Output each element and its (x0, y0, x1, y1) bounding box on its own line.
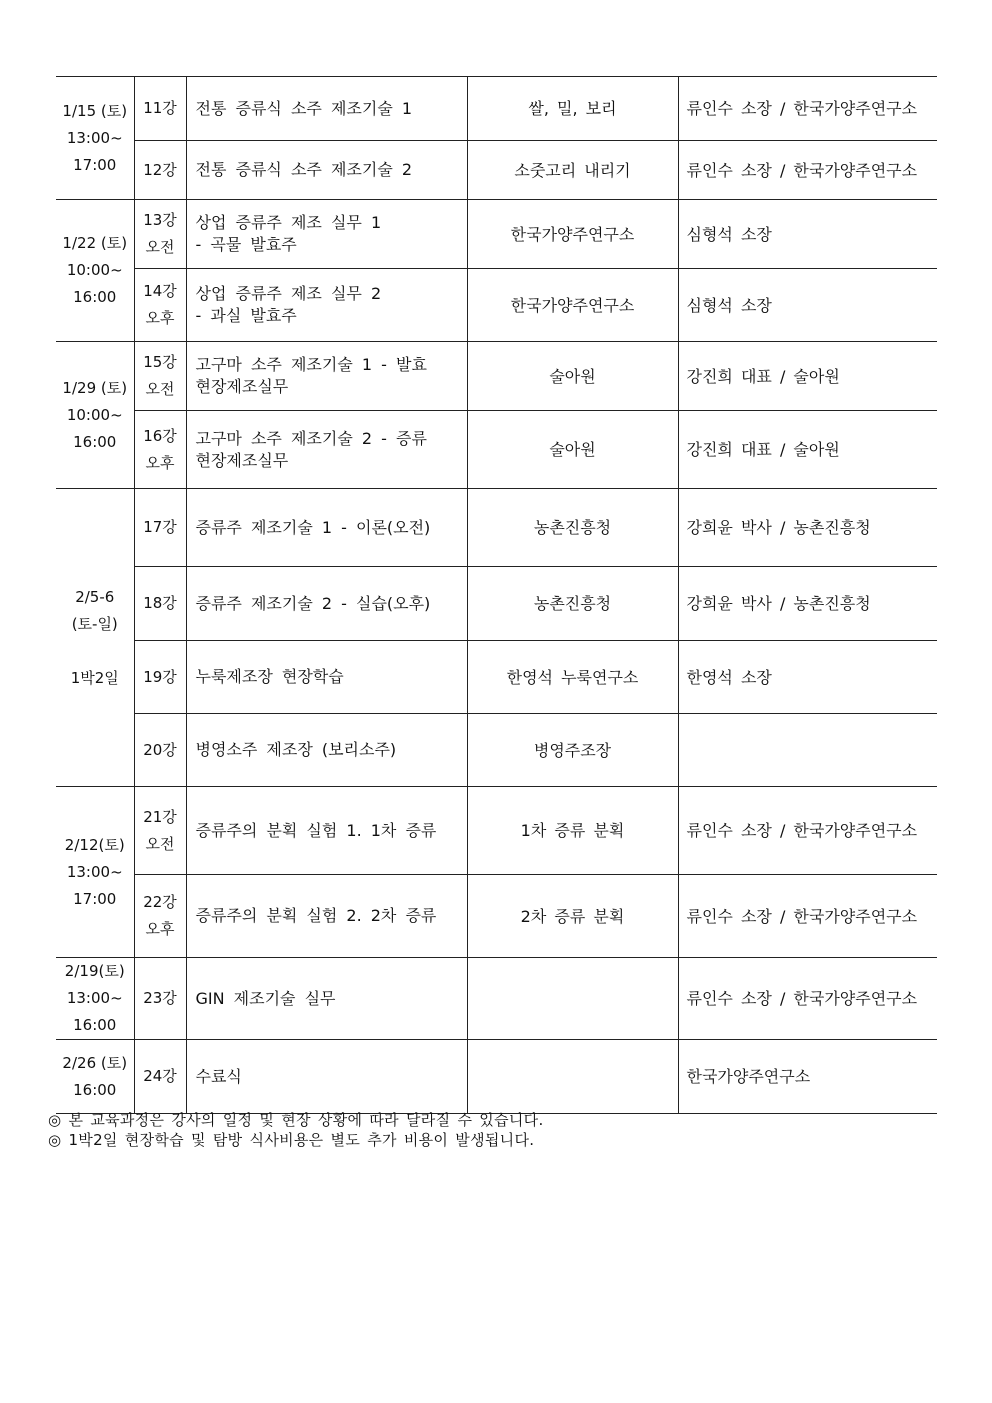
lecture-instructor: 강진희 대표 / 술아원 (678, 411, 937, 489)
session-date (56, 489, 134, 787)
lecture-location (467, 958, 678, 1040)
session-date (56, 342, 134, 489)
schedule-row (56, 77, 937, 141)
session-date-line: 13:00~ (66, 989, 123, 1007)
schedule-row (56, 714, 937, 787)
schedule-row (56, 489, 937, 567)
session-date (56, 958, 134, 1040)
lecture-number-line: 11강 (143, 99, 177, 117)
schedule-row (56, 958, 937, 1040)
lecture-location: 농촌진흥청 (467, 489, 678, 567)
session-date-line: 13:00~ (66, 128, 123, 147)
session-date-line: 17:00 (73, 889, 117, 908)
lecture-title (186, 269, 467, 342)
lecture-location: 쌀, 밀, 보리 (467, 77, 678, 141)
lecture-number (134, 269, 186, 342)
lecture-number (134, 641, 186, 714)
session-date-line: 1/22 (토) (62, 234, 128, 252)
schedule-row (56, 875, 937, 958)
session-date (56, 77, 134, 200)
lecture-title-line: 전통 증류식 소주 제조기술 1 (195, 98, 413, 118)
session-date-line: 2/26 (토) (62, 1053, 128, 1072)
lecture-number-line: 오전 (145, 380, 175, 398)
lecture-number (134, 77, 186, 141)
schedule-body (56, 77, 937, 1114)
lecture-number-line: 오후 (145, 453, 175, 472)
lecture-location: 한국가양주연구소 (467, 269, 678, 342)
lecture-instructor: 류인수 소장 / 한국가양주연구소 (678, 875, 937, 958)
lecture-title (186, 787, 467, 875)
lecture-title-line: 증류주의 분획 실험 2. 2차 증류 (195, 906, 437, 925)
notes (48, 1110, 544, 1150)
session-date-line: 16:00 (73, 1016, 117, 1034)
lecture-title-line: 병영소주 제조장 (보리소주) (195, 740, 397, 759)
lecture-location: 농촌진흥청 (467, 567, 678, 641)
lecture-instructor: 강희윤 박사 / 농촌진흥청 (678, 567, 937, 641)
session-date-line: 1/29 (토) (62, 378, 128, 397)
lecture-instructor: 심형석 소장 (678, 269, 937, 342)
session-date-line: 16:00 (73, 432, 117, 451)
lecture-title-line: 증류주 제조기술 2 - 실습(오후) (195, 593, 431, 613)
lecture-location (467, 1040, 678, 1114)
note-schedule-change: ◎ 본 교육과정은 강사의 일정 및 현장 상황에 따라 달라질 수 있습니다. (48, 1111, 544, 1129)
lecture-number-line: 17강 (143, 518, 177, 536)
session-date (56, 1040, 134, 1114)
lecture-instructor: 류인수 소장 / 한국가양주연구소 (678, 141, 937, 200)
lecture-instructor: 강진희 대표 / 술아원 (678, 342, 937, 411)
lecture-number-line: 오후 (145, 920, 175, 938)
lecture-title-line: 현장제조실무 (195, 377, 289, 396)
lecture-location: 술아원 (467, 411, 678, 489)
lecture-number-line: 20강 (143, 740, 177, 759)
lecture-number (134, 200, 186, 269)
lecture-title-line: 고구마 소주 제조기술 2 - 증류 (195, 428, 427, 448)
session-date-line: 17:00 (73, 155, 117, 174)
lecture-title (186, 714, 467, 787)
lecture-title (186, 411, 467, 489)
lecture-title-line: GIN 제조기술 실무 (195, 988, 336, 1008)
schedule-row (56, 342, 937, 411)
lecture-number-line: 13강 (143, 211, 177, 229)
session-date-line: 2/12(토) (64, 835, 125, 854)
lecture-number-line: 19강 (143, 667, 177, 686)
schedule-row (56, 141, 937, 200)
session-date-line: 16:00 (73, 288, 117, 306)
lecture-number-line: 24강 (143, 1067, 177, 1085)
lecture-title (186, 342, 467, 411)
lecture-title-line: 전통 증류식 소주 제조기술 2 (195, 160, 413, 179)
session-date-line: 10:00~ (66, 405, 123, 424)
schedule-row (56, 567, 937, 641)
session-date-line: 2/19(토) (64, 962, 125, 980)
lecture-location: 소줏고리 내리기 (467, 141, 678, 200)
lecture-title-line: 현장제조실무 (195, 450, 289, 470)
lecture-title (186, 567, 467, 641)
lecture-title-line: 상업 증류주 제조 실무 2 (195, 284, 382, 303)
lecture-instructor: 강희윤 박사 / 농촌진흥청 (678, 489, 937, 567)
lecture-title (186, 875, 467, 958)
lecture-title (186, 641, 467, 714)
session-date-line: 13:00~ (66, 862, 123, 881)
lecture-instructor (678, 714, 937, 787)
lecture-title-line: - 곡물 발효주 (195, 235, 297, 254)
lecture-number (134, 958, 186, 1040)
lecture-number-line: 22강 (143, 893, 177, 911)
schedule-row (56, 1040, 937, 1114)
lecture-number-line: 오후 (145, 309, 175, 327)
schedule-row (56, 641, 937, 714)
lecture-title-line: 고구마 소주 제조기술 1 - 발효 (195, 355, 427, 374)
lecture-title (186, 1040, 467, 1114)
session-date-line: 1/15 (토) (62, 101, 128, 120)
lecture-instructor: 한영석 소장 (678, 641, 937, 714)
lecture-location: 1차 증류 분획 (467, 787, 678, 875)
schedule-row (56, 200, 937, 269)
lecture-title-line: 수료식 (195, 1066, 242, 1086)
session-date-line (56, 638, 134, 665)
lecture-title (186, 141, 467, 200)
lecture-instructor: 한국가양주연구소 (678, 1040, 937, 1114)
lecture-number-line: 오전 (145, 834, 175, 853)
lecture-number (134, 411, 186, 489)
lecture-number (134, 489, 186, 567)
lecture-title-line: 증류주의 분획 실험 1. 1차 증류 (195, 820, 437, 840)
lecture-title (186, 958, 467, 1040)
lecture-title (186, 200, 467, 269)
session-date (56, 787, 134, 958)
session-date-line: 2/5-6 (75, 587, 115, 606)
lecture-number (134, 875, 186, 958)
session-date-line: 16:00 (73, 1080, 117, 1099)
lecture-number-line: 21강 (143, 807, 177, 826)
lecture-title-line: 누룩제조장 현장학습 (195, 667, 344, 686)
schedule-table (56, 76, 937, 1114)
lecture-number-line: 오전 (145, 238, 175, 256)
lecture-number (134, 787, 186, 875)
schedule-row (56, 787, 937, 875)
lecture-number-line: 15강 (143, 353, 177, 371)
lecture-title-line: - 과실 발효주 (195, 306, 297, 325)
lecture-instructor: 류인수 소장 / 한국가양주연구소 (678, 787, 937, 875)
lecture-title-line: 증류주 제조기술 1 - 이론(오전) (195, 517, 431, 537)
lecture-number-line: 12강 (143, 160, 177, 179)
lecture-instructor: 심형석 소장 (678, 200, 937, 269)
lecture-number (134, 141, 186, 200)
lecture-title-line: 상업 증류주 제조 실무 1 (195, 213, 382, 232)
lecture-number-line: 18강 (143, 594, 177, 612)
lecture-title (186, 489, 467, 567)
lecture-instructor: 류인수 소장 / 한국가양주연구소 (678, 958, 937, 1040)
lecture-location: 한국가양주연구소 (467, 200, 678, 269)
lecture-number (134, 342, 186, 411)
schedule-row (56, 269, 937, 342)
lecture-number (134, 1040, 186, 1114)
note-extra-cost: ◎ 1박2일 현장학습 및 탐방 식사비용은 별도 추가 비용이 발생됩니다. (48, 1131, 535, 1149)
lecture-location: 2차 증류 분획 (467, 875, 678, 958)
session-date-line: 10:00~ (66, 261, 123, 279)
lecture-location: 병영주조장 (467, 714, 678, 787)
lecture-title (186, 77, 467, 141)
lecture-number-line: 16강 (143, 426, 177, 445)
session-date-line: 1박2일 (70, 668, 119, 687)
schedule-row (56, 411, 937, 489)
lecture-instructor: 류인수 소장 / 한국가양주연구소 (678, 77, 937, 141)
lecture-number-line: 14강 (143, 282, 177, 300)
lecture-location: 한영석 누룩연구소 (467, 641, 678, 714)
session-date-line: (토-일) (71, 614, 118, 633)
lecture-number-line: 23강 (143, 989, 177, 1007)
lecture-location: 술아원 (467, 342, 678, 411)
lecture-number (134, 567, 186, 641)
lecture-number (134, 714, 186, 787)
session-date (56, 200, 134, 342)
